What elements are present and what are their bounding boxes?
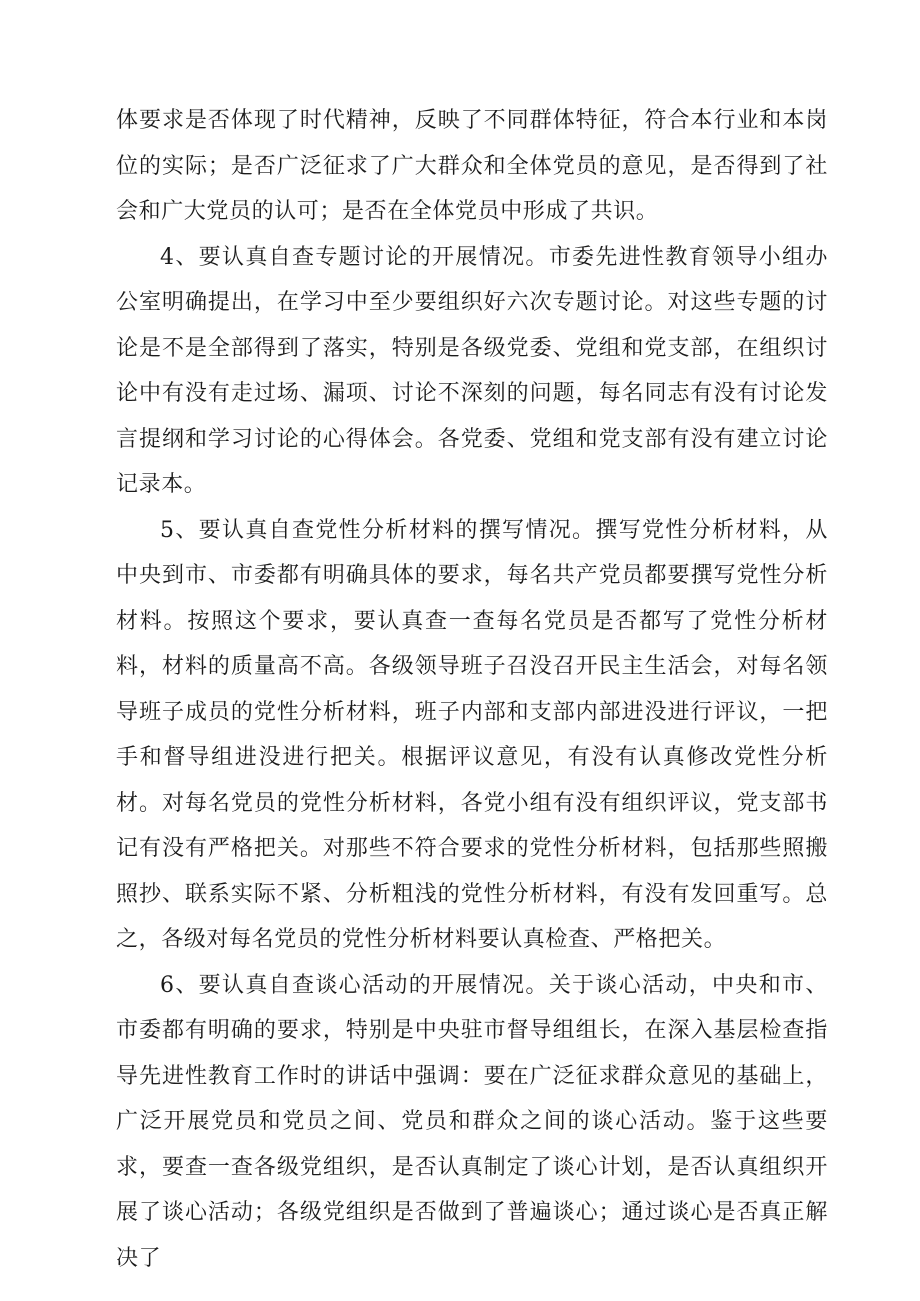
paragraph-continuation: 体要求是否体现了时代精神，反映了不同群体特征，符合本行业和本岗位的实际；是否广泛征求了广大群众和全体党员的意见，是否得到了社会和广大党员的认可；是否在全体党员中形成了共识。 (116, 108, 828, 224)
paragraph-item-6: 6、要认真自查谈心活动的开展情况。关于谈心活动，中央和市、市委都有明确的要求，特别是中央驻市督导组组长，在深入基层检查指导先进性教育工作时的讲话中强调：要在广泛征求群众意见的基础上，广泛开展党员和党员之间、党员和群众之间的谈心活动。鉴于这些要求，要查一查各级党组织，是否认真制定了谈心计划，是否认真组织开展了谈心活动；各级党组织是否做到了普遍谈心；通过谈心是否真正解决了 (116, 972, 828, 1271)
paragraph-item-4: 4、要认真自查专题讨论的开展情况。市委先进性教育领导小组办公室明确提出，在学习中至少要组织好六次专题讨论。对这些专题的讨论是不是全部得到了落实，特别是各级党委、党组和党支部，在组织讨论中有没有走过场、漏项、讨论不深刻的问题，每名同志有没有讨论发言提纲和学习讨论的心得体会。各党委、党组和党支部有没有建立讨论记录本。 (116, 244, 828, 497)
document-body (116, 98, 828, 1281)
paragraph-item-5: 5、要认真自查党性分析材料的撰写情况。撰写党性分析材料，从中央到市、市委都有明确具体的要求，每名共产党员都要撰写党性分析材料。按照这个要求，要认真查一查每名党员是否都写了党性分析材料，材料的质量高不高。各级领导班子召没召开民主生活会，对每名领导班子成员的党性分析材料，班子内部和支部内部进没进行评议，一把手和督导组进没进行把关。根据评议意见，有没有认真修改党性分析材。对每名党员的党性分析材料，各党小组有没有组织评议，党支部书记有没有严格把关。对那些不符合要求的党性分析材料，包括那些照搬照抄、联系实际不紧、分析粗浅的党性分析材料，有没有发回重写。总之，各级对每名党员的党性分析材料要认真检查、严格把关。 (116, 517, 828, 952)
